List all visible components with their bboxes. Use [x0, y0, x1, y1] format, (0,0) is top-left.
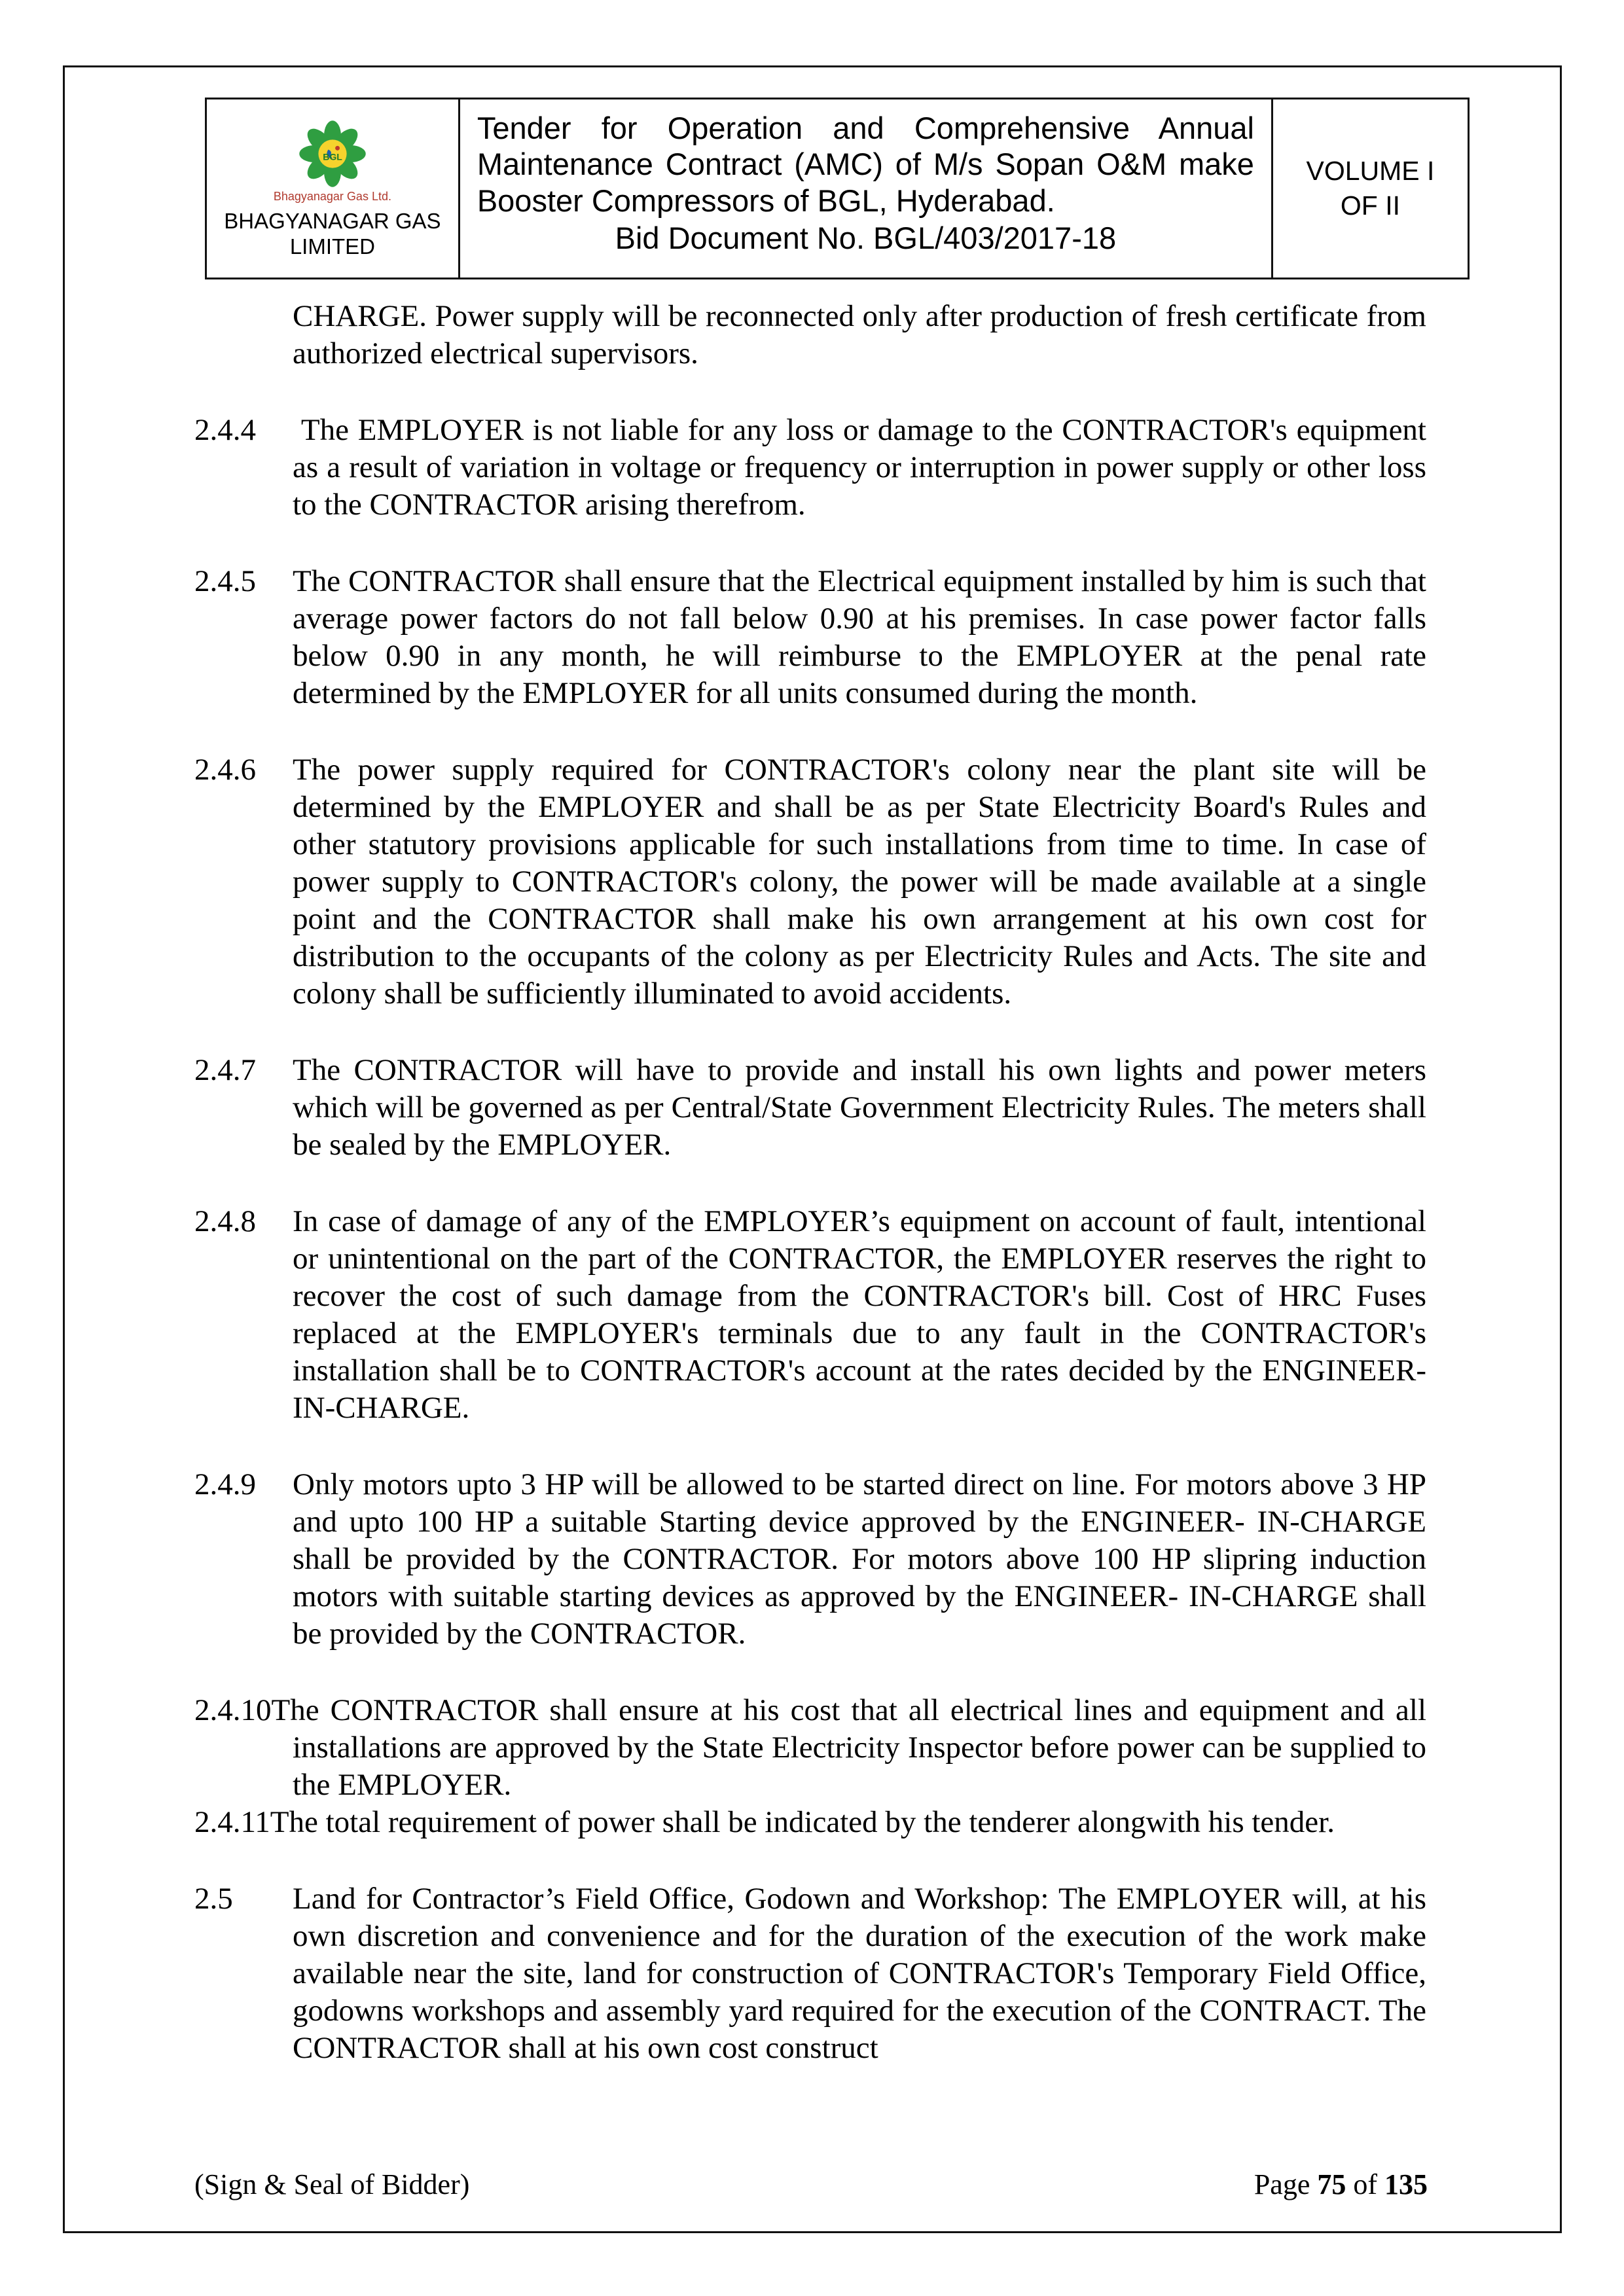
clause-number: 2.4.8 — [194, 1204, 256, 1238]
clause-number: 2.4.6 — [194, 753, 256, 787]
page-number: 75 — [1317, 2168, 1346, 2200]
clause-item-2-4-7 — [194, 1052, 1426, 1164]
clause-number: 2.4.7 — [194, 1053, 256, 1087]
clause-text: The CONTRACTOR shall ensure at his cost that all electrical lines and equipment and all installations are approved by the State Electricity Inspector before power can be supplied to the EMPLOYER. — [271, 1693, 1426, 1802]
page-word: Page — [1254, 2168, 1310, 2200]
clause-number: 2.4.10 — [194, 1693, 272, 1727]
clause-text: The CONTRACTOR will have to provide and install his own lights and power meters which will be governed as per Central/State Government Electricity Rules. The meters shall be sealed by the EMPLOYER. — [293, 1053, 1426, 1162]
clause-number: 2.4.9 — [194, 1467, 256, 1501]
header-title-cell — [460, 99, 1273, 278]
header-logo-cell — [207, 99, 460, 278]
clause-item-2-5 — [194, 1880, 1426, 2067]
clause-text: The CONTRACTOR shall ensure that the Electrical equipment installed by him is such that average power factors do not fall below 0.90 at his premises. In case power factor falls below 0.90 in any month, he will reimburse to the EMPLOYER at the penal rate determined by the EMPLOYER for all units consumed during the month. — [293, 564, 1426, 710]
svg-text:BGL: BGL — [323, 151, 342, 162]
clause-text: In case of damage of any of the EMPLOYER’s equipment on account of fault, intentional or unintentional on the part of the CONTRACTOR, the EMPLOYER reserves the right to recover the cost of such damage from the CONTRACTOR's bill. Cost of HRC Fuses replaced at the EMPLOYER's terminals due to any fault in the CONTRACTOR's installation shall be to CONTRACTOR's account at the rates decided by the ENGINEER-IN-CHARGE. — [293, 1204, 1426, 1425]
clause-number: 2.4.5 — [194, 564, 256, 598]
clause-item-2-4-4 — [194, 412, 1426, 524]
document-body — [194, 298, 1426, 2067]
clause-text: The power supply required for CONTRACTOR's colony near the plant site will be determined by the EMPLOYER and shall be as per State Electricity Board's Rules and other statutory provisions applicable for such installations from time to time. In case of power supply to CONTRACTOR's colony, the power will be made available at a single point and the CONTRACTOR shall make his own arrangement at his own cost for distribution to the occupants of the colony as per Electricity Rules and Acts. The site and colony shall be sufficiently illuminated to avoid accidents. — [293, 753, 1426, 1011]
total-pages: 135 — [1384, 2168, 1428, 2200]
clause-number: 2.4.11 — [194, 1805, 270, 1839]
bgl-logo-icon — [297, 118, 368, 189]
volume-label-line1: VOLUME I — [1306, 155, 1435, 186]
clause-text: The total requirement of power shall be indicated by the tenderer alongwith his tender. — [270, 1805, 1335, 1839]
of-word: of — [1353, 2168, 1377, 2200]
clause-text: The EMPLOYER is not liable for any loss or damage to the CONTRACTOR's equipment as a result of variation in voltage or frequency or interruption in power supply or other loss to the CONTRACTOR arising therefrom. — [293, 413, 1426, 522]
clause-item-2-4-10 — [194, 1692, 1426, 1804]
header-volume-cell — [1273, 99, 1468, 278]
logo-caption: Bhagyanagar Gas Ltd. — [273, 190, 391, 204]
org-name-line1: BHAGYANAGAR GAS — [224, 208, 441, 233]
page-indicator — [1254, 2168, 1428, 2201]
volume-label-line2: OF II — [1340, 190, 1401, 221]
bid-document-number: Bid Document No. BGL/403/2017-18 — [615, 221, 1117, 256]
clause-text: Land for Contractor’s Field Office, Godown and Workshop: The EMPLOYER will, at his own discretion and convenience and for the duration of the execution of the work make available near the site, land for construction of CONTRACTOR's Temporary Field Office, godowns workshops and assembly yard required for the execution of the CONTRACT. The CONTRACTOR shall at his own cost construct — [293, 1882, 1426, 2065]
clause-item-2-4-9 — [194, 1466, 1426, 1653]
org-name-line2: LIMITED — [289, 234, 375, 259]
sign-seal-label: (Sign & Seal of Bidder) — [194, 2168, 470, 2200]
clause-number: 2.4.4 — [194, 413, 256, 447]
clause-item-2-4-5 — [194, 563, 1426, 712]
org-name — [224, 209, 441, 260]
header-table — [205, 98, 1470, 279]
clause-text: Only motors upto 3 HP will be allowed to be started direct on line. For motors above 3 HP and upto 100 HP a suitable Starting device approved by the ENGINEER- IN-CHARGE shall be provided by the CONTRACTOR. For motors above 100 HP slipring induction motors with suitable starting devices as approved by the ENGINEER- IN-CHARGE shall be provided by the CONTRACTOR. — [293, 1467, 1426, 1651]
clause-number: 2.5 — [194, 1882, 233, 1916]
tender-title: Tender for Operation and Comprehensive Annual Maintenance Contract (AMC) of M/s Sopan O&M make Booster Compressors of BGL, Hyderabad. — [477, 111, 1254, 218]
page-footer — [194, 2168, 1428, 2201]
intro-paragraph: CHARGE. Power supply will be reconnected only after production of fresh certificate from authorized electrical supervisors. — [293, 299, 1426, 370]
clause-item-2-4-11 — [194, 1804, 1426, 1841]
clause-item-2-4-8 — [194, 1203, 1426, 1427]
clause-item-2-4-6 — [194, 751, 1426, 1013]
